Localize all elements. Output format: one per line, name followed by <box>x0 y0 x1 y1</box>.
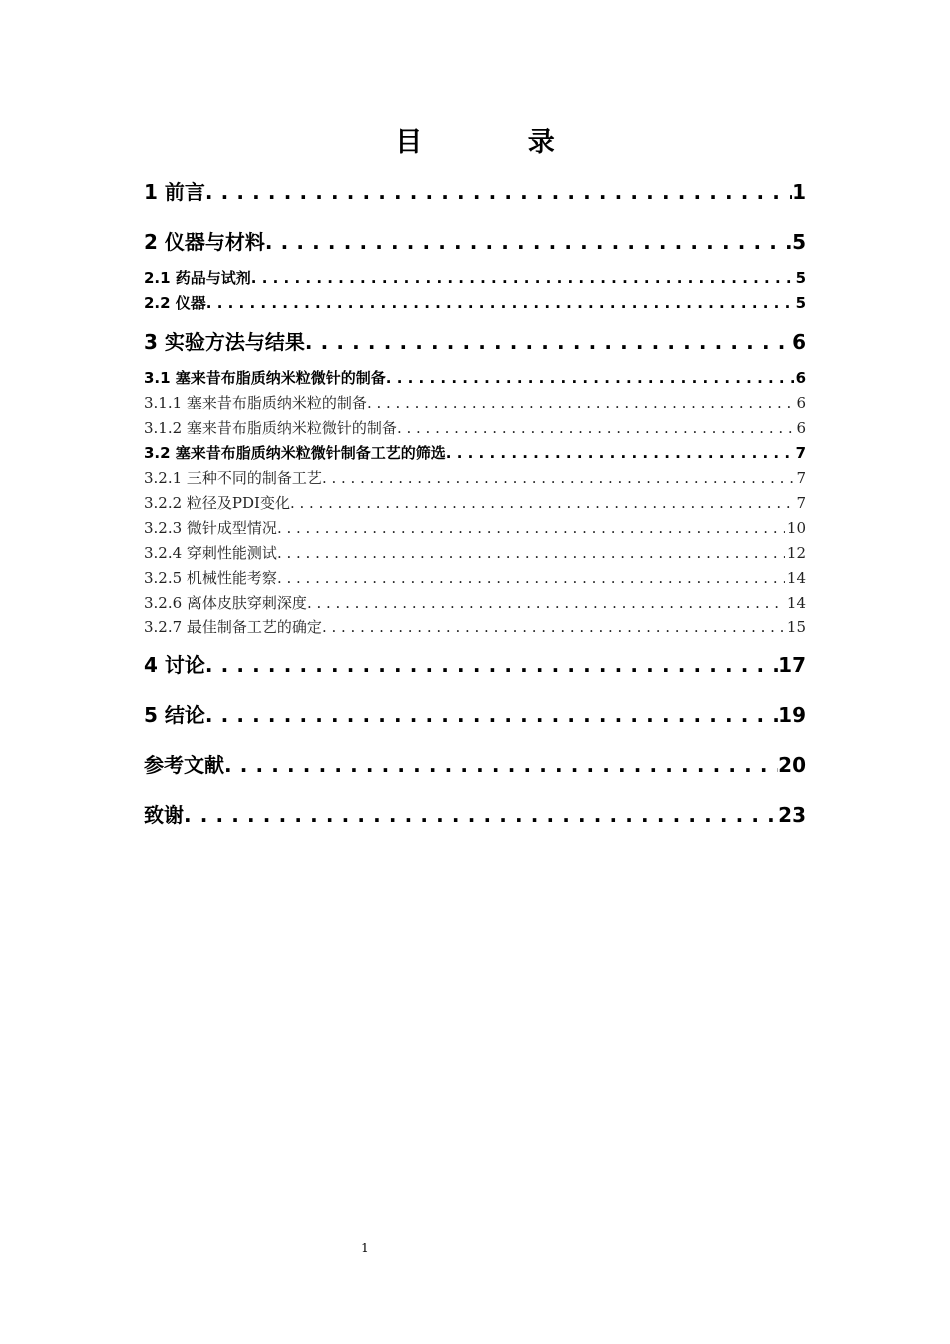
dot-leader <box>205 702 778 728</box>
dot-leader <box>277 568 785 588</box>
toc-entry-3-1-2[interactable] <box>144 418 806 438</box>
toc-entry-label: 3 实验方法与结果 <box>144 330 305 354</box>
dot-leader <box>205 179 792 205</box>
dot-leader <box>206 293 794 313</box>
toc-entry-label: 3.2.6 离体皮肤穿刺深度 <box>144 594 307 612</box>
toc-entry-page: 5 <box>795 269 806 287</box>
dot-leader <box>205 652 778 678</box>
toc-entry-label: 1 前言 <box>144 180 205 204</box>
toc-entry-page: 14 <box>786 569 806 587</box>
dot-leader <box>322 617 785 637</box>
dot-leader <box>224 752 778 778</box>
toc-entry-introduction[interactable] <box>144 179 806 205</box>
dot-leader <box>251 268 794 288</box>
toc-entry-page: 23 <box>778 803 806 827</box>
toc-entry-page: 19 <box>778 703 806 727</box>
dot-leader <box>367 393 795 413</box>
toc-entry-page: 5 <box>795 294 806 312</box>
toc-entry-methods-results[interactable] <box>144 329 806 355</box>
toc-entry-page: 14 <box>786 594 806 612</box>
toc-entry-page: 7 <box>796 469 806 487</box>
toc-entry-3-2[interactable] <box>144 443 806 463</box>
toc-entry-3-2-7[interactable] <box>144 617 806 637</box>
toc-title: 目 录 <box>395 127 603 158</box>
toc-entry-page: 6 <box>792 330 806 354</box>
toc-entry-3-2-5[interactable] <box>144 568 806 588</box>
toc-entry-label: 3.2 塞来昔布脂质纳米粒微针制备工艺的筛选 <box>144 444 446 462</box>
toc-entry-page: 12 <box>786 544 806 562</box>
toc-entry-label: 参考文献 <box>144 753 224 777</box>
toc-entry-references[interactable] <box>144 752 806 778</box>
toc-entry-label: 4 讨论 <box>144 653 205 677</box>
toc-entry-page: 10 <box>786 519 806 537</box>
toc-entry-label: 5 结论 <box>144 703 205 727</box>
toc-entry-3-2-6[interactable] <box>144 593 806 613</box>
toc-entry-label: 3.1.2 塞来昔布脂质纳米粒微针的制备 <box>144 419 397 437</box>
toc-entry-3-1[interactable] <box>144 368 806 388</box>
toc-entry-label: 2.1 药品与试剂 <box>144 269 251 287</box>
toc-entry-label: 2 仪器与材料 <box>144 230 265 254</box>
toc-entry-page: 20 <box>778 753 806 777</box>
page-number: 1 <box>361 1241 369 1255</box>
toc-entry-page: 6 <box>795 369 806 387</box>
dot-leader <box>397 418 795 438</box>
toc-entry-3-2-3[interactable] <box>144 518 806 538</box>
toc-entry-label: 3.1 塞来昔布脂质纳米粒微针的制备 <box>144 369 386 387</box>
toc-entry-page: 7 <box>795 444 806 462</box>
dot-leader <box>277 518 785 538</box>
toc-entry-label: 2.2 仪器 <box>144 294 206 312</box>
toc-entry-3-2-1[interactable] <box>144 468 806 488</box>
toc-entry-reagents[interactable] <box>144 268 806 288</box>
dot-leader <box>290 493 794 513</box>
toc-entry-page: 1 <box>792 180 806 204</box>
toc-entry-conclusion[interactable] <box>144 702 806 728</box>
toc-entry-page: 5 <box>792 230 806 254</box>
toc-entry-label: 3.2.5 机械性能考察 <box>144 569 277 587</box>
toc-entry-page: 7 <box>796 494 806 512</box>
dot-leader <box>277 543 785 563</box>
toc-entry-label: 3.2.4 穿刺性能测试 <box>144 544 277 562</box>
toc-entry-acknowledgements[interactable] <box>144 802 806 828</box>
toc-entry-page: 6 <box>796 394 806 412</box>
toc-entry-label: 3.2.7 最佳制备工艺的确定 <box>144 618 322 636</box>
toc-entry-label: 3.2.2 粒径及PDI变化 <box>144 494 290 512</box>
toc-entry-page: 17 <box>778 653 806 677</box>
toc-entry-label: 3.2.1 三种不同的制备工艺 <box>144 469 322 487</box>
dot-leader <box>265 229 792 255</box>
toc-entry-3-2-2[interactable] <box>144 493 806 513</box>
toc-entry-label: 3.1.1 塞来昔布脂质纳米粒的制备 <box>144 394 367 412</box>
toc-entry-instruments[interactable] <box>144 293 806 313</box>
toc-entry-label: 致谢 <box>144 803 184 827</box>
toc-entry-discussion[interactable] <box>144 652 806 678</box>
dot-leader <box>184 802 778 828</box>
toc-entry-label: 3.2.3 微针成型情况 <box>144 519 277 537</box>
dot-leader <box>386 368 794 388</box>
toc-entry-3-2-4[interactable] <box>144 543 806 563</box>
dot-leader <box>446 443 794 463</box>
toc-entry-3-1-1[interactable] <box>144 393 806 413</box>
dot-leader <box>322 468 795 488</box>
dot-leader <box>307 593 785 613</box>
toc-entry-page: 15 <box>786 618 806 636</box>
toc-entry-page: 6 <box>796 419 806 437</box>
toc-entry-instruments-materials[interactable] <box>144 229 806 255</box>
dot-leader <box>305 329 792 355</box>
